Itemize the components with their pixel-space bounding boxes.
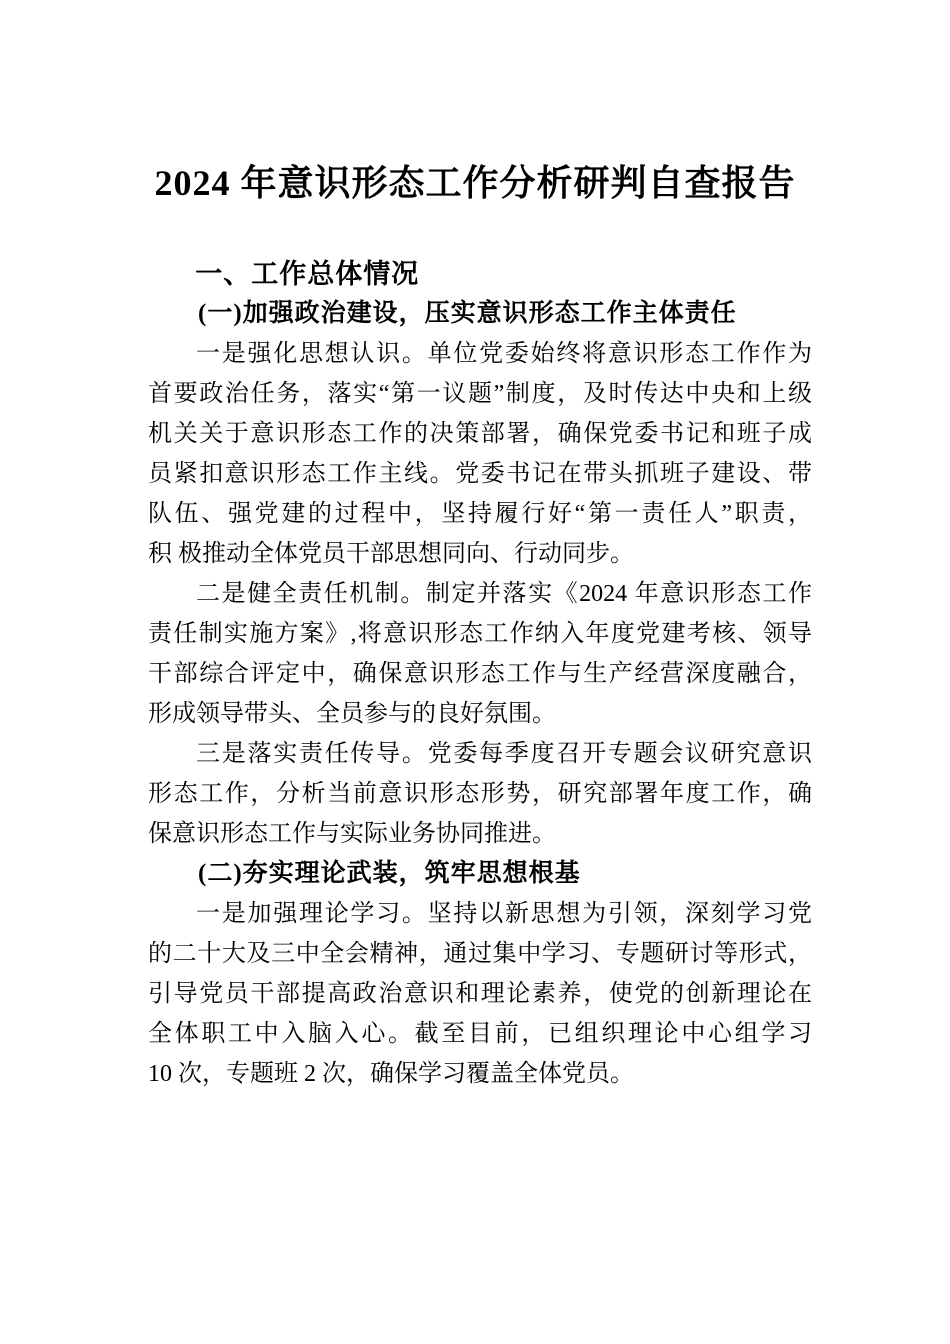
section-heading-overall-situation: 一、工作总体情况 bbox=[195, 259, 420, 289]
paragraph-strengthen-ideological-awareness-line-2: 首要政治任务，落实“第一议题”制度，及时传达中央和上级 bbox=[148, 381, 812, 407]
paragraph-theoretical-study-line-1: 一是加强理论学习。坚持以新思想为引领，深刻学习党 bbox=[196, 901, 812, 927]
paragraph-theoretical-study-line-4: 全体职工中入脑入心。截至目前，已组织理论中心组学习 bbox=[148, 1021, 812, 1047]
paragraph-theoretical-study-line-5: 10 次，专题班 2 次，确保学习覆盖全体党员。 bbox=[148, 1061, 634, 1087]
paragraph-responsibility-transmission-line-1: 三是落实责任传导。党委每季度召开专题会议研究意识 bbox=[196, 741, 812, 767]
paragraph-responsibility-transmission-line-3: 保意识形态工作与实际业务协同推进。 bbox=[148, 821, 556, 847]
paragraph-strengthen-ideological-awareness-line-1: 一是强化思想认识。单位党委始终将意识形态工作作为 bbox=[196, 341, 812, 367]
paragraph-responsibility-mechanism-line-1: 二是健全责任机制。制定并落实《2024 年意识形态工作 bbox=[196, 581, 812, 607]
document-body bbox=[148, 254, 812, 1094]
paragraph-strengthen-ideological-awareness-line-3: 机关关于意识形态工作的决策部署，确保党委书记和班子成 bbox=[148, 421, 812, 447]
subheading-theoretical-arming: (二)夯实理论武装，筑牢思想根基 bbox=[198, 860, 581, 887]
paragraph-theoretical-study-line-2: 的二十大及三中全会精神，通过集中学习、专题研讨等形式， bbox=[148, 941, 812, 967]
paragraph-responsibility-mechanism-line-2: 责任制实施方案》,将意识形态工作纳入年度党建考核、领导 bbox=[148, 621, 812, 647]
paragraph-strengthen-ideological-awareness-line-4: 员紧扣意识形态工作主线。党委书记在带头抓班子建设、带 bbox=[148, 461, 812, 487]
paragraph-strengthen-ideological-awareness-line-6: 积 极推动全体党员干部思想同向、行动同步。 bbox=[148, 541, 634, 567]
document-title: 2024 年意识形态工作分析研判自查报告 bbox=[154, 163, 796, 203]
subheading-political-construction: (一)加强政治建设，压实意识形态工作主体责任 bbox=[198, 300, 737, 327]
paragraph-responsibility-transmission-line-2: 形态工作，分析当前意识形态形势，研究部署年度工作，确 bbox=[148, 781, 812, 807]
paragraph-strengthen-ideological-awareness-line-5: 队伍、强党建的过程中，坚持履行好“第一责任人”职责， bbox=[148, 501, 812, 527]
paragraph-theoretical-study-line-3: 引导党员干部提高政治意识和理论素养，使党的创新理论在 bbox=[148, 981, 812, 1007]
paragraph-responsibility-mechanism-line-3: 干部综合评定中，确保意识形态工作与生产经营深度融合， bbox=[148, 661, 812, 687]
paragraph-responsibility-mechanism-line-4: 形成领导带头、全员参与的良好氛围。 bbox=[148, 701, 556, 727]
